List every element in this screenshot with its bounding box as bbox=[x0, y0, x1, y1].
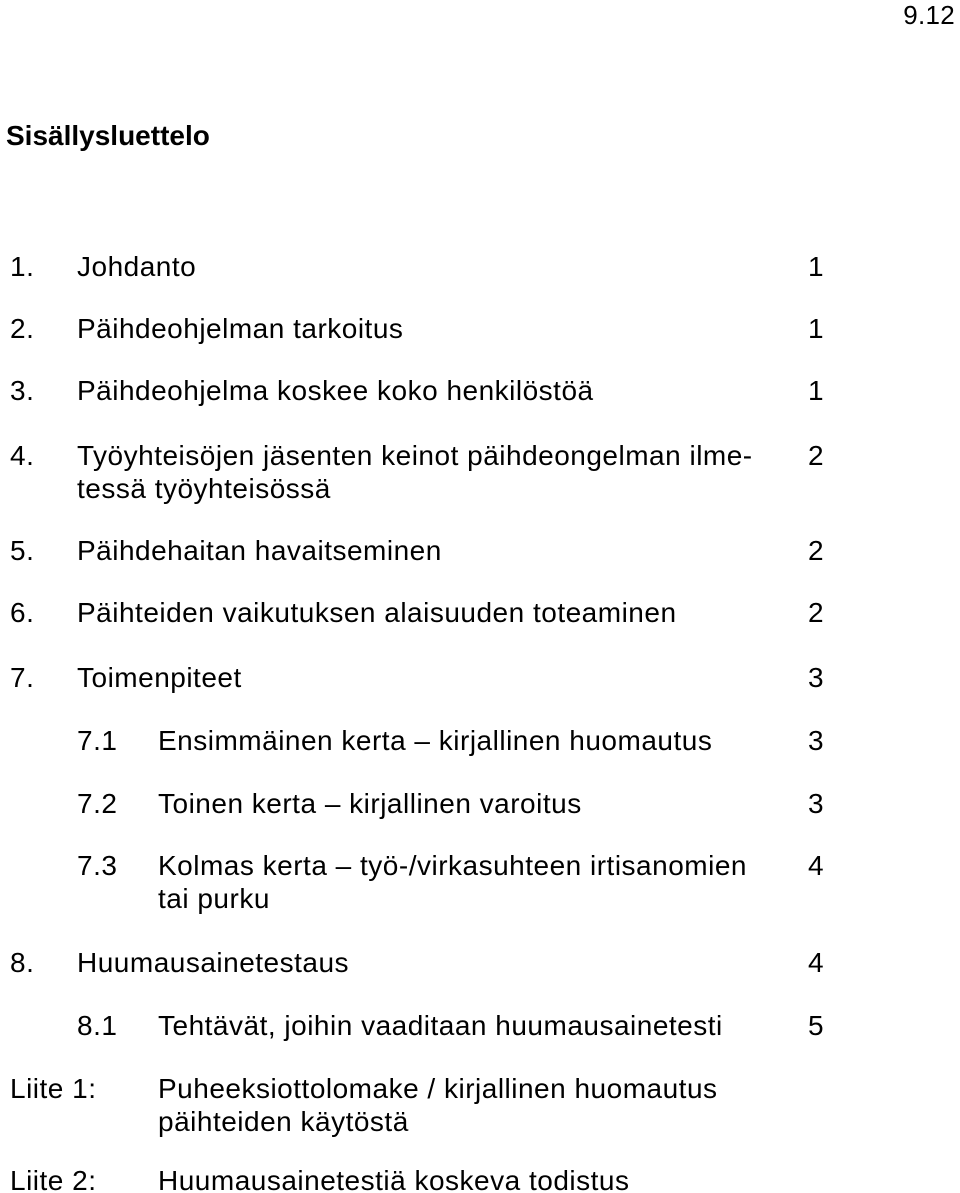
toc-entry bbox=[0, 312, 960, 345]
toc-entry-title: Huumausainetestaus bbox=[77, 947, 350, 978]
appendix-label: Liite 2: bbox=[10, 1165, 97, 1193]
toc-entry-title bbox=[77, 439, 753, 505]
toc-entry-number: 2. bbox=[10, 313, 35, 344]
toc-subentry-title: Ensimmäinen kerta – kirjallinen huomautus bbox=[158, 725, 713, 756]
appendix-entry bbox=[0, 1072, 960, 1138]
toc-entry-page: 2 bbox=[808, 535, 825, 566]
toc-subentry-title bbox=[158, 849, 747, 915]
page-number: 9.12 bbox=[903, 0, 955, 30]
toc-subentry-title: Tehtävät, joihin vaaditaan huumausainetesti bbox=[158, 1010, 723, 1041]
appendix-title: Huumausainetestiä koskeva todistus bbox=[158, 1165, 630, 1193]
toc-subentry-number: 7.2 bbox=[77, 788, 118, 819]
appendix-entry bbox=[0, 1165, 960, 1193]
toc-entry-title: Päihteiden vaikutuksen alaisuuden toteaminen bbox=[77, 597, 677, 628]
toc-entry bbox=[0, 534, 960, 567]
toc-entry-title-line: tessä työyhteisössä bbox=[77, 473, 331, 504]
toc-entry-page: 1 bbox=[808, 251, 825, 282]
toc-subentry-number: 7.1 bbox=[77, 725, 118, 756]
toc-subentry-number: 7.3 bbox=[77, 850, 118, 881]
toc-subentry-page: 3 bbox=[808, 788, 825, 819]
toc-entry-page: 1 bbox=[808, 313, 825, 344]
toc-subentry bbox=[0, 1009, 960, 1042]
toc-subentry bbox=[0, 724, 960, 757]
toc-entry-title: Päihdeohjelman tarkoitus bbox=[77, 313, 404, 344]
toc-entry-number: 7. bbox=[10, 662, 35, 693]
toc-entry-number: 8. bbox=[10, 947, 35, 978]
toc-entry-title: Johdanto bbox=[77, 251, 197, 282]
toc-subentry bbox=[0, 787, 960, 820]
toc-entry bbox=[0, 596, 960, 629]
toc-subentry-title-line: tai purku bbox=[158, 883, 270, 914]
toc-entry-page: 3 bbox=[808, 662, 825, 693]
toc-entry-page: 2 bbox=[808, 440, 825, 471]
toc-subentry-page: 3 bbox=[808, 725, 825, 756]
toc-entry bbox=[0, 946, 960, 979]
appendix-title-line: Puheeksiottolomake / kirjallinen huomautus bbox=[158, 1073, 718, 1104]
toc-subentry-title-line: Kolmas kerta – työ-/virkasuhteen irtisanomien bbox=[158, 850, 747, 881]
toc-entry-title: Päihdeohjelma koskee koko henkilöstöä bbox=[77, 375, 594, 406]
toc-entry bbox=[0, 439, 960, 505]
toc-entry-title: Toimenpiteet bbox=[77, 662, 242, 693]
toc-entry-title: Päihdehaitan havaitseminen bbox=[77, 535, 442, 566]
appendix-title-line: päihteiden käytöstä bbox=[158, 1106, 409, 1137]
toc-subentry-number: 8.1 bbox=[77, 1010, 118, 1041]
appendix-label: Liite 1: bbox=[10, 1073, 97, 1104]
toc-subentry-title: Toinen kerta – kirjallinen varoitus bbox=[158, 788, 582, 819]
toc-subentry bbox=[0, 849, 960, 915]
toc-entry-number: 6. bbox=[10, 597, 35, 628]
toc-entry-page: 1 bbox=[808, 375, 825, 406]
toc-entry bbox=[0, 250, 960, 283]
toc-subentry-page: 5 bbox=[808, 1010, 825, 1041]
toc-subentry-page: 4 bbox=[808, 850, 825, 881]
appendix-title bbox=[158, 1072, 718, 1138]
toc-entry bbox=[0, 374, 960, 407]
toc-entry-number: 5. bbox=[10, 535, 35, 566]
toc-entry-title-line: Työyhteisöjen jäsenten keinot päihdeongelman ilme- bbox=[77, 440, 753, 471]
toc-entry-number: 4. bbox=[10, 440, 35, 471]
toc-entry-number: 1. bbox=[10, 251, 35, 282]
toc-entry-number: 3. bbox=[10, 375, 35, 406]
toc-title: Sisällysluettelo bbox=[6, 120, 210, 151]
toc-entry-page: 2 bbox=[808, 597, 825, 628]
toc-entry-page: 4 bbox=[808, 947, 825, 978]
toc-entry bbox=[0, 661, 960, 694]
